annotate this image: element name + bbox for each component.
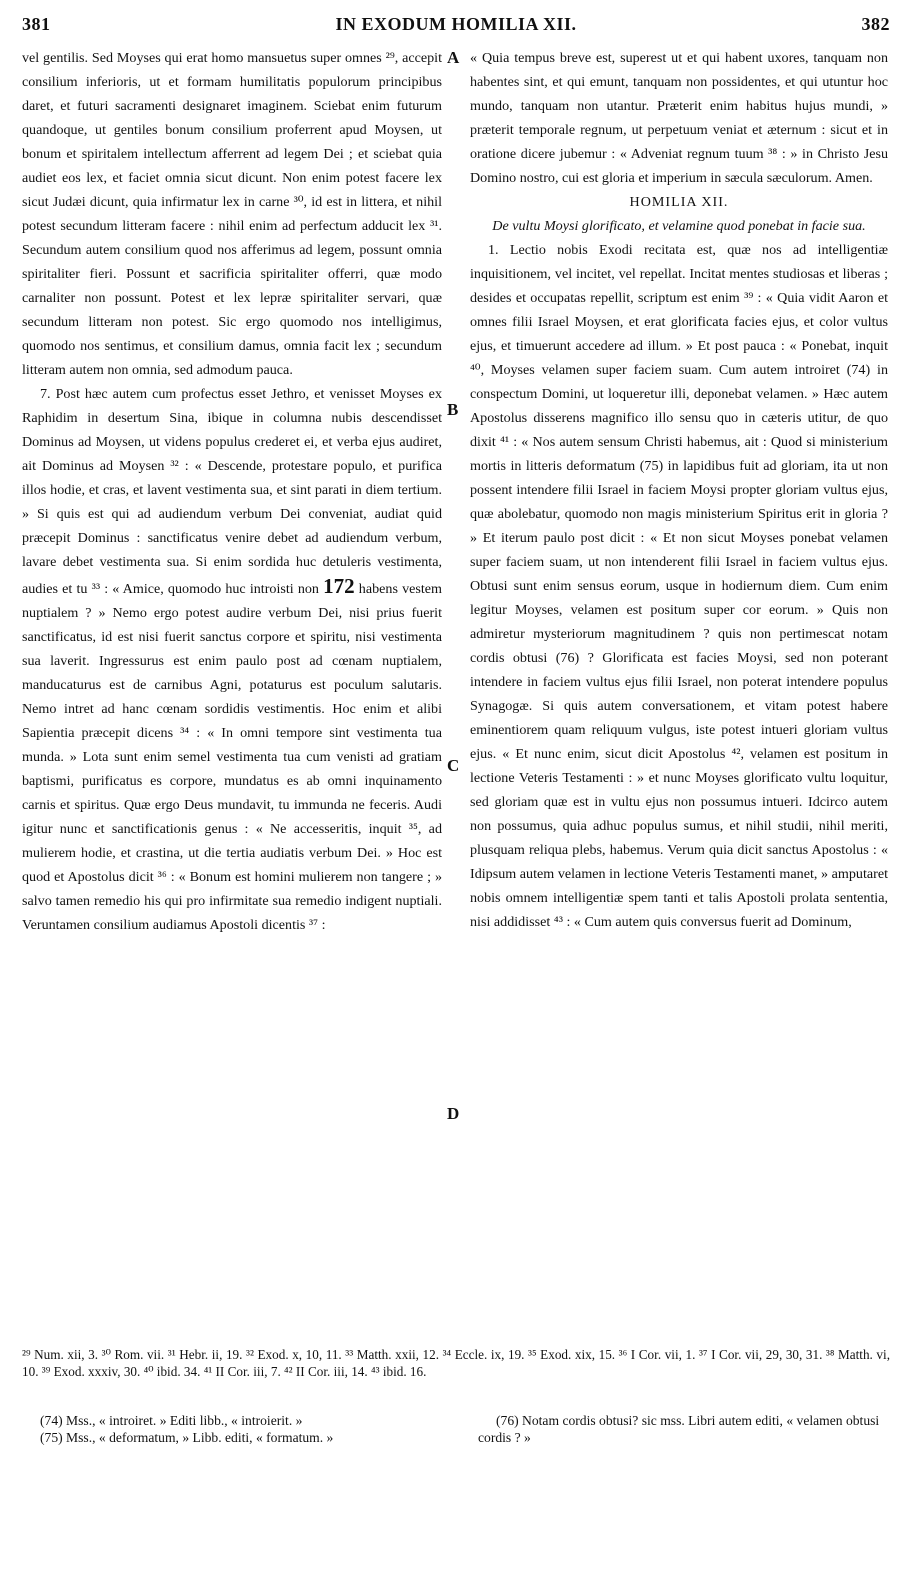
page-number-left: 381 bbox=[22, 14, 51, 34]
left-paragraph-2-part-2: habens vestem nuptialem ? » Nemo ergo potest audire verbum Dei, nisi prius fuerit sanctificatus, id est nisi fuerit sanctus corpore et spiritu, nisi vestimenta sua laverit. Ingressurus est enim paulo post ad cœnam nuptialem, manducaturus est de carnibus Agni, potaturus est poculum salutaris. Nemo intret ad hanc cœnam sordidis vestimentis. Hoc enim et alibi Sapientia præcepit dicens ³⁴ : « In omni tempore sint vestimenta tua munda. » Lota sunt enim semel vestimenta tua cum venisti ad gratiam baptismi, purificatus es corpore, mundatus es ab omni inquinamento carnis et spiritus. Quæ ergo Deus mundavit, tu immunda ne feceris. Audi igitur nunc et sanctificationis genus : « Ne accesseritis, inquit ³⁵, ad mulierem hodie, et crastina, ut die tertia audiatis verbum Dei. » Hoc est quod et Apostolus dicit ³⁶ : « Bonum est homini mulierem non tangere ; » salvo tamen remedio his qui pro infirmitate sua remedio indigent nuptiali. Veruntamen consilium audiamus Apostoli dicentis ³⁷ : bbox=[22, 581, 443, 933]
right-paragraph-2: 1. Lectio nobis Exodi recitata est, quæ nos ad intelligentiæ inquisitionem, vel incitet, vel repellat. Incitat mentes studiosas et liberas ; desides et occupatas repellit, scriptum est enim ³⁹ : « Quia vidit Aaron et omnes filii Israel Moysen, et erat glorificata facies ejus, et color vultus ejus, et timuerunt accedere ad illum. » Et post pauca : « Ponebat, inquit ⁴⁰, Moyses velamen super faciem suam. Cum autem introiret (74) in conspectum Domini, ut loqueretur illi, deponebat velamen. » Hæc autem Apostolus disserens magnifico illo sensu quo in cæteris utitur, de quo dixit ⁴¹ : « Nos autem sensum Christi habemus, ait : Quod si ministerium mortis in litteris deformatum (75) in lapidibus fuit ad gloriam, ita ut non possent intendere filii Israel in faciem Moysi propter gloriam vultus ejus, quæ abolebatur, quomodo non magis ministerium Spiritus erit in gloria ? » Et iterum paulo post dicit : « Et non sicut Moyses ponebat velamen super faciem suam, ut non intenderent filii Israel in faciem vultus ejus. Obtusi sunt enim sensus eorum, usque in hodiernum diem. Cum enim legitur Moyses, velamen est positum super cor eorum. » Quis non admiretur mysteriorum magnitudinem ? quis non pertimescat notam cordis obtusi (76) ? Glorificata est facies Moysi, sed non poterant intendere in faciem vultus ejus filii Israel, non poterat intendere populus Synagogæ. Si quis autem conversationem, et vitam potest habere eminentiorem quam reliquum vulgus, iste potest intueri gloriam vultus ejus. « Et nunc enim, sicut dicit Apostolus ⁴², velamen est positum in lectione Veteris Testamenti : » et nunc Moyses glorificato vultu loquitur, sed gloriam quæ est in vultu ejus non possumus intueri. Idcirco autem non possumus, quia adhuc populus sumus, et nihil studii, nihil meriti, plusquam reliqua plebs, habemus. Verum quia dicit sanctus Apostolus : « Idipsum autem velamen in lectione Veteris Testamenti manet, » amputaret nobis omnem intelligentiæ spem tanti et talis Apostoli prolata sententia, nisi addidisset ⁴³ : « Cum autem quis conversus fuerit ad Dominum, bbox=[470, 242, 888, 930]
homily-title: HOMILIA XII. bbox=[629, 194, 729, 210]
left-column bbox=[22, 46, 442, 937]
margin-marker-b: B bbox=[447, 400, 459, 419]
margin-marker-a: A bbox=[447, 48, 460, 67]
right-paragraph-1: « Quia tempus breve est, superest ut et qui habent uxores, tanquam non habentes sint, et qui emunt, tanquam non possidentes, et qui utuntur hoc mundo, tanquam non utantur. Præterit enim habitus hujus mundi, » præterit temporale regnum, ut perpetuum veniat et æternum : sicut et in oratione dicere jubemur : « Adveniat regnum tuum ³⁸ : » in Christo Jesu Domino nostro, cui est gloria et imperium in sæcula sæculorum. Amen. bbox=[470, 50, 888, 186]
column-number: 172 bbox=[323, 574, 355, 598]
right-column bbox=[470, 46, 888, 934]
margin-marker-d: D bbox=[447, 1104, 460, 1123]
critical-note-74: (74) Mss., « introiret. » Editi libb., « introierit. » bbox=[40, 1413, 303, 1428]
critical-note-76: (76) Notam cordis obtusi? sic mss. Libri autem editi, « velamen obtusi cordis ? » bbox=[478, 1413, 880, 1445]
left-paragraph-2-part-1: 7. Post hæc autem cum profectus esset Jethro, et venisset Moyses ex Raphidim in desertum Sina, ibique in columna nubis descendisset Dominus ad Moysen, ut videns populus crederet ei, et verba ejus audiret, ait Dominus ad Moysen ³² : « Descende, protestare populo, et purifica illos hodie, et cras, et lavent vestimenta sua, et sint parati in diem tertium. » Si quis est qui ad audiendum verbum Dei conveniat, audiat quid præcepit Dominus : sanctificatus venire debet ad audiendum verbum, lavare debet vestimenta sua. Si enim sordida huc detuleris vestimenta, audies et tu ³³ : « Amice, quomodo huc introisti non bbox=[22, 386, 442, 597]
page-number-right: 382 bbox=[861, 14, 890, 34]
homily-subtitle: De vultu Moysi glorificato, et velamine quod ponebat in facie sua. bbox=[492, 218, 866, 234]
critical-notes-left bbox=[22, 1412, 442, 1446]
page-header bbox=[22, 14, 890, 42]
left-paragraph-2 bbox=[22, 382, 442, 937]
footnotes: ²⁹ Num. xii, 3. ³⁰ Rom. vii. ³¹ Hebr. ii, 19. ³² Exod. x, 10, 11. ³³ Matth. xxii, 12. ³⁴ Eccle. ix, 19. ³⁵ Exod. xix, 15. ³⁶ I Cor. vii, 1. ³⁷ I Cor. vii, 29, 30, 31. ³⁸ Matth. vi, 10. ³⁹ Exod. xxxiv, 30. ⁴⁰ ibid. 34. ⁴¹ II Cor. iii, 7. ⁴² II Cor. iii, 14. ⁴³ ibid. 16. bbox=[22, 1347, 890, 1379]
critical-notes-right bbox=[478, 1412, 888, 1446]
critical-note-75: (75) Mss., « deformatum, » Libb. editi, « formatum. » bbox=[40, 1430, 334, 1445]
margin-marker-c: C bbox=[447, 756, 460, 775]
left-paragraph-1: vel gentilis. Sed Moyses qui erat homo mansuetus super omnes ²⁹, accepit consilium inferioris, ut et formam humilitatis populorum principibus daret, et futuri sacramenti designaret imaginem. Sciebat enim futurum quandoque, ut gentiles bonum consilium proferrent apud Moysen, ut bonum et spiritalem intellectum afferrent ad legem Dei ; et sciebat quia audiet eos lex, et faciet omnia sicut dicunt. Non enim potest facere lex sicut Judæi dicunt, quia infirmatur lex in carne ³⁰, id est in littera, et nihil potest secundum litteram facere : nihil enim ad perfectum adducit lex ³¹. Secundum autem consilium quod nos afferimus ad legem, possunt omnia spiritaliter fieri. Possunt et sacrificia spiritaliter offerri, quæ modo carnaliter non possunt. Potest et lex lepræ spiritaliter servari, quæ secundum litteram non potest. Sic ergo quomodo nos intelligimus, quomodo nos sentimus, et consilium damus, omnia facit lex ; secundum litteram autem non omnia, sed admodum pauca. bbox=[22, 50, 442, 378]
running-title: IN EXODUM HOMILIA XII. bbox=[335, 14, 577, 34]
